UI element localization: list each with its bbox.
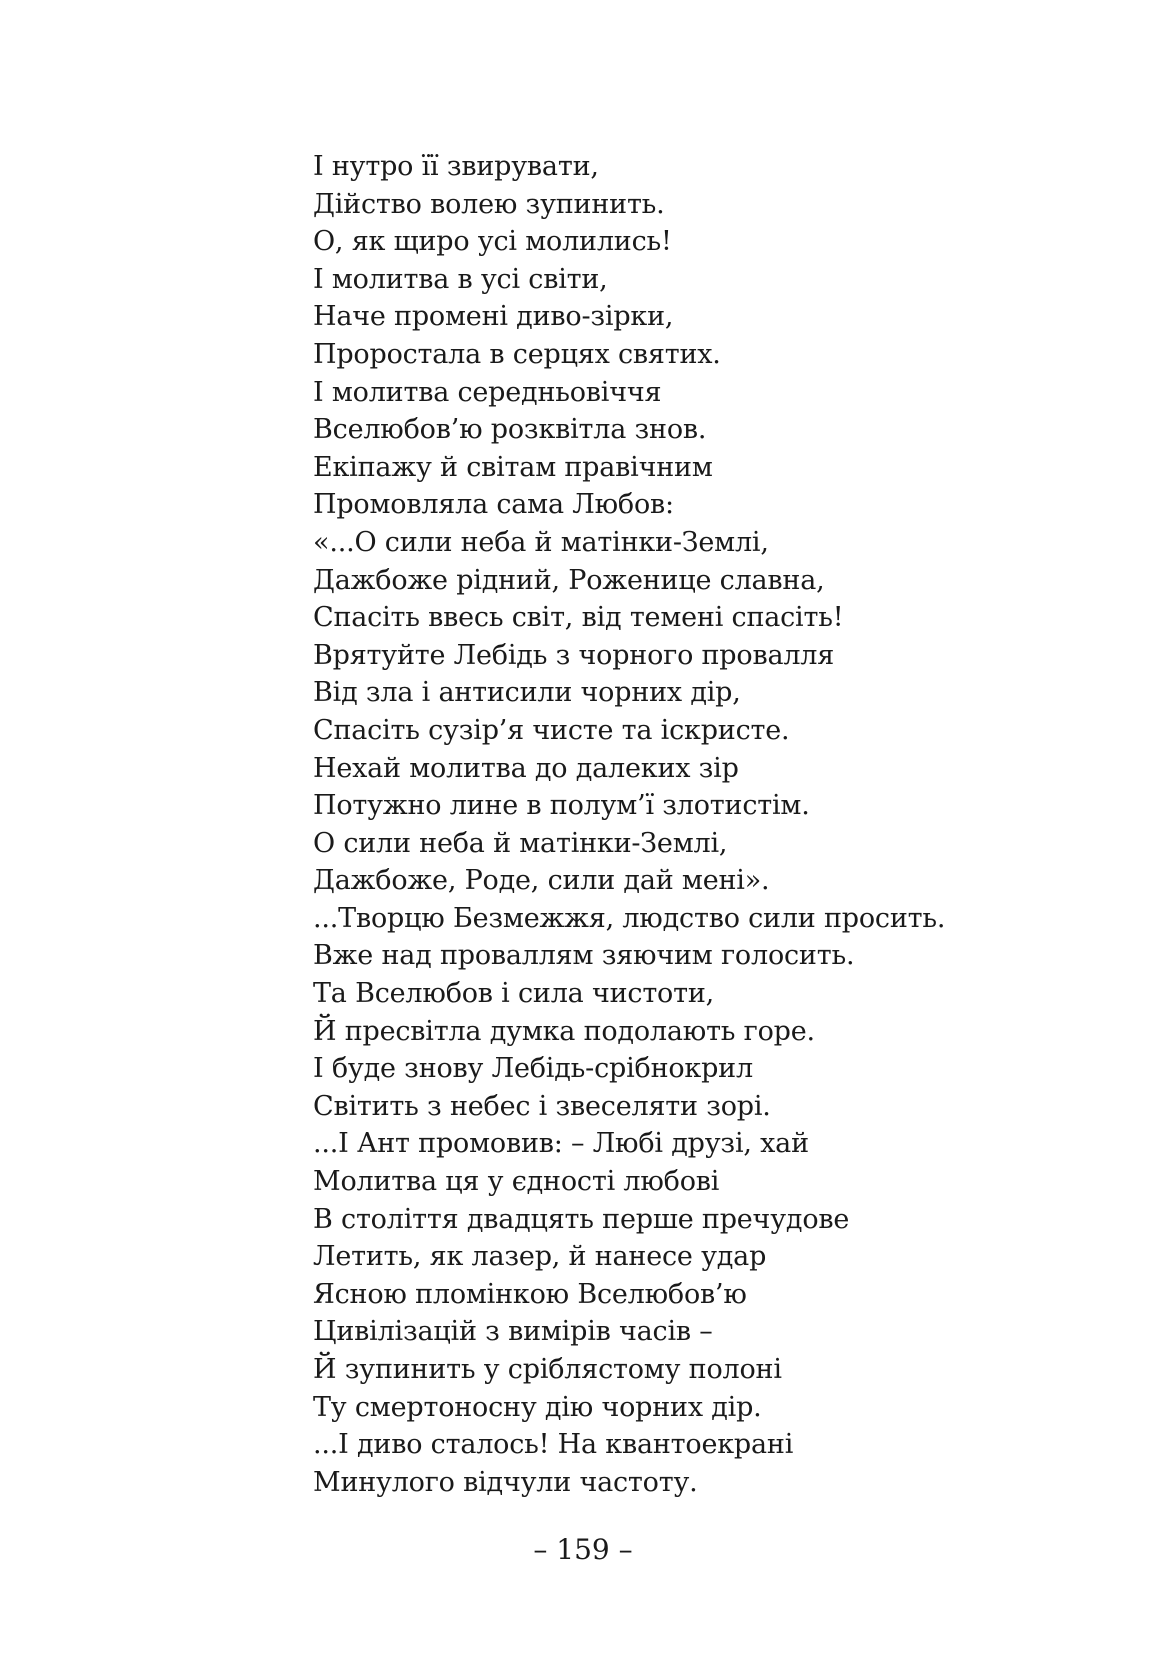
- poem-line: Проростала в серцях святих.: [313, 338, 721, 370]
- poem-line: В століття двадцять перше пречудове: [313, 1203, 850, 1235]
- page-number: – 159 –: [533, 1533, 633, 1566]
- poem-line: Вселюбов’ю розквітла знов.: [313, 414, 707, 446]
- poem-text: [313, 148, 1073, 1501]
- poem-line: Ту смертоносну дію чорних дір.: [313, 1391, 762, 1423]
- poem-line: Ясною пломінкою Вселюбов’ю: [313, 1278, 747, 1310]
- poem-line: Молитва ця у єдності любові: [313, 1166, 720, 1198]
- poem-line: Дійство волею зупинить.: [313, 188, 665, 220]
- poem-line: «...О сили неба й матінки-Землі,: [313, 526, 769, 558]
- poem-line: Й зупинить у сріблястому полоні: [313, 1354, 782, 1385]
- poem-line: Екіпажу й світам правічним: [313, 451, 713, 483]
- poem-line: ...Творцю Безмежжя, людство сили просить.: [313, 902, 946, 934]
- poem-line: Промовляла сама Любов:: [313, 489, 674, 521]
- poem-line: Дажбоже, Роде, сили дай мені».: [313, 865, 770, 897]
- poem-line: Потужно лине в полум’ї злотистім.: [313, 790, 810, 822]
- poem-line: Спасіть сузір’я чисте та іскристе.: [313, 714, 790, 746]
- poem-line: Вже над проваллям зяючим голосить.: [313, 940, 855, 972]
- poem-line: І нутро її звирувати,: [313, 151, 599, 182]
- poem-line: Цивілізацій з вимірів часів –: [313, 1316, 713, 1348]
- poem-line: ...І Ант промовив: – Любі друзі, хай: [313, 1128, 809, 1160]
- poem-line: Світить з небес і звеселяти зорі.: [313, 1090, 771, 1122]
- poem-line: Летить, як лазер, й нанесе удар: [313, 1241, 767, 1273]
- poem-line: Нехай молитва до далеких зір: [313, 752, 739, 784]
- poem-line: І буде знову Лебідь-срібнокрил: [313, 1053, 753, 1085]
- poem-line: І молитва середньовіччя: [313, 376, 662, 408]
- poem-line: І молитва в усі світи,: [313, 263, 608, 295]
- poem-line: Та Вселюбов і сила чистоти,: [313, 978, 715, 1010]
- poem-line: Наче промені диво-зірки,: [313, 301, 674, 333]
- poem-line: О, як щиро усі молились!: [313, 226, 672, 258]
- poem-line: ...І диво сталось! На квантоекрані: [313, 1429, 794, 1461]
- poem-line: Минулого відчули частоту.: [313, 1466, 698, 1498]
- poem-line: О сили неба й матінки-Землі,: [313, 827, 728, 859]
- poem-line: Врятуйте Лебідь з чорного провалля: [313, 639, 835, 671]
- poem-line: Й пресвітла думка подолають горе.: [313, 1015, 815, 1047]
- poem-line: Дажбоже рідний, Роженице славна,: [313, 564, 825, 596]
- poem-line: Спасіть ввесь світ, від темені спасіть!: [313, 602, 844, 634]
- poem-line: Від зла і антисили чорних дір,: [313, 677, 741, 709]
